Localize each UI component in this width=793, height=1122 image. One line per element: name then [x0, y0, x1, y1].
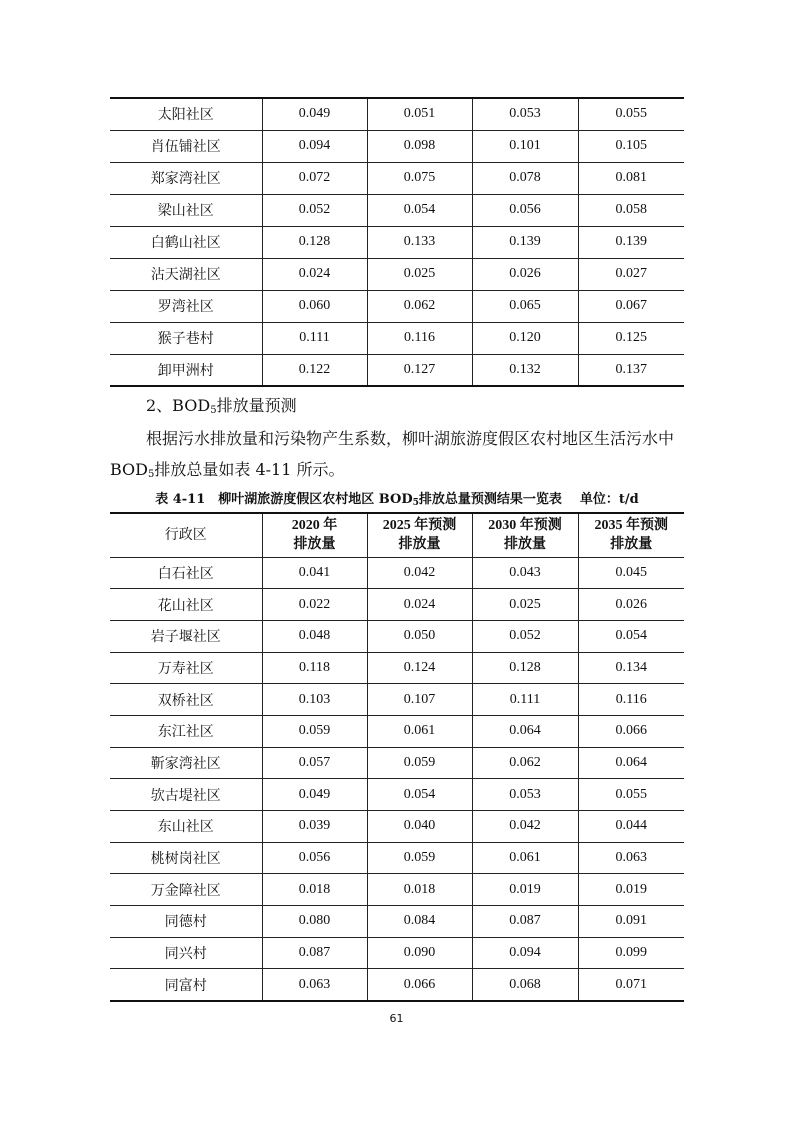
cell-value-2025: 0.066 — [367, 969, 472, 1001]
table-row — [110, 715, 684, 747]
cell-value-2035: 0.134 — [578, 652, 684, 684]
cell-value-2035: 0.055 — [578, 98, 684, 130]
table-row — [110, 130, 684, 162]
header-2020-line1: 2020 年 — [291, 518, 338, 534]
section-heading-suffix: 排放量预测 — [216, 396, 297, 415]
cell-value-2030: 0.087 — [472, 906, 578, 938]
cell-value-2020: 0.052 — [262, 194, 367, 226]
paragraph-text-part1: 根据污水排放量和污染物产生系数，柳叶湖旅游度假区农村地区生活污水中BOD — [110, 429, 675, 479]
header-district-label: 行政区 — [164, 527, 207, 543]
cell-district: 白鹤山社区 — [110, 226, 262, 258]
cell-district: 同富村 — [110, 969, 262, 1001]
cell-value-2025: 0.059 — [367, 842, 472, 874]
cell-district: 双桥社区 — [110, 684, 262, 716]
cell-value-2025: 0.124 — [367, 652, 472, 684]
header-2035-line1: 2035 年预测 — [594, 518, 668, 534]
cell-district: 肖伍铺社区 — [110, 130, 262, 162]
cell-value-2020: 0.094 — [262, 130, 367, 162]
cell-value-2035: 0.063 — [578, 842, 684, 874]
header-2035 — [578, 513, 684, 557]
paragraph-subscript: 5 — [148, 469, 155, 480]
table-row — [110, 98, 684, 130]
cell-district: 太阳社区 — [110, 98, 262, 130]
cell-value-2020: 0.024 — [262, 258, 367, 290]
cell-value-2030: 0.094 — [472, 937, 578, 969]
cell-district: 同兴村 — [110, 937, 262, 969]
cell-value-2030: 0.026 — [472, 258, 578, 290]
continued-emissions-table — [110, 97, 684, 387]
cell-value-2035: 0.054 — [578, 620, 684, 652]
table-row — [110, 684, 684, 716]
cell-value-2025: 0.075 — [367, 162, 472, 194]
cell-value-2035: 0.099 — [578, 937, 684, 969]
table-row — [110, 290, 684, 322]
page-number: 61 — [389, 1012, 404, 1025]
table-row — [110, 194, 684, 226]
table-row — [110, 747, 684, 779]
caption-unit: 单位：t/d — [579, 492, 639, 507]
cell-district: 东山社区 — [110, 811, 262, 843]
cell-district: 欤古堤社区 — [110, 779, 262, 811]
table-row — [110, 620, 684, 652]
table-row — [110, 969, 684, 1001]
cell-value-2020: 0.048 — [262, 620, 367, 652]
cell-value-2030: 0.019 — [472, 874, 578, 906]
section-heading — [146, 393, 297, 416]
cell-value-2035: 0.027 — [578, 258, 684, 290]
cell-value-2025: 0.040 — [367, 811, 472, 843]
cell-value-2025: 0.025 — [367, 258, 472, 290]
cell-value-2035: 0.137 — [578, 354, 684, 386]
cell-value-2025: 0.061 — [367, 715, 472, 747]
bod5-emissions-table — [110, 512, 684, 1002]
cell-value-2030: 0.061 — [472, 842, 578, 874]
cell-value-2030: 0.025 — [472, 589, 578, 621]
cell-value-2020: 0.022 — [262, 589, 367, 621]
cell-value-2025: 0.051 — [367, 98, 472, 130]
cell-value-2020: 0.049 — [262, 98, 367, 130]
caption-text-part1: 表 4-11 柳叶湖旅游度假区农村地区 BOD — [155, 492, 413, 507]
table-row — [110, 779, 684, 811]
cell-value-2020: 0.103 — [262, 684, 367, 716]
cell-value-2025: 0.050 — [367, 620, 472, 652]
cell-value-2020: 0.039 — [262, 811, 367, 843]
bod5-table-body — [110, 557, 684, 1001]
cell-district: 梁山社区 — [110, 194, 262, 226]
cell-value-2025: 0.062 — [367, 290, 472, 322]
cell-value-2030: 0.056 — [472, 194, 578, 226]
table-row — [110, 874, 684, 906]
header-2025-line2: 排放量 — [398, 537, 441, 553]
table-row — [110, 557, 684, 589]
cell-value-2035: 0.044 — [578, 811, 684, 843]
cell-value-2020: 0.122 — [262, 354, 367, 386]
cell-value-2030: 0.043 — [472, 557, 578, 589]
cell-value-2020: 0.041 — [262, 557, 367, 589]
cell-value-2025: 0.054 — [367, 779, 472, 811]
table-row — [110, 652, 684, 684]
cell-value-2020: 0.072 — [262, 162, 367, 194]
cell-value-2020: 0.018 — [262, 874, 367, 906]
cell-value-2020: 0.059 — [262, 715, 367, 747]
section-heading-subscript: 5 — [210, 405, 217, 416]
cell-district: 桃树岗社区 — [110, 842, 262, 874]
cell-district: 花山社区 — [110, 589, 262, 621]
header-2030-line2: 排放量 — [504, 537, 546, 553]
table-row — [110, 906, 684, 938]
cell-value-2035: 0.105 — [578, 130, 684, 162]
table-row — [110, 162, 684, 194]
table-caption — [110, 488, 684, 508]
caption-subscript: 5 — [412, 498, 419, 508]
header-2025-line1: 2025 年预测 — [382, 518, 457, 534]
cell-value-2030: 0.065 — [472, 290, 578, 322]
continued-table-body — [110, 98, 684, 386]
cell-value-2020: 0.057 — [262, 747, 367, 779]
cell-value-2030: 0.128 — [472, 652, 578, 684]
cell-value-2035: 0.116 — [578, 684, 684, 716]
cell-district: 岩子堰社区 — [110, 620, 262, 652]
cell-value-2020: 0.111 — [262, 322, 367, 354]
cell-district: 东江社区 — [110, 715, 262, 747]
cell-district: 罗湾社区 — [110, 290, 262, 322]
header-2025 — [367, 513, 472, 557]
cell-value-2020: 0.060 — [262, 290, 367, 322]
cell-value-2035: 0.026 — [578, 589, 684, 621]
header-2030-line1: 2030 年预测 — [488, 518, 562, 534]
cell-value-2030: 0.052 — [472, 620, 578, 652]
cell-value-2020: 0.080 — [262, 906, 367, 938]
table-header-row — [110, 513, 684, 557]
table-row — [110, 258, 684, 290]
cell-value-2030: 0.120 — [472, 322, 578, 354]
table-row — [110, 937, 684, 969]
cell-value-2020: 0.118 — [262, 652, 367, 684]
cell-value-2035: 0.125 — [578, 322, 684, 354]
cell-value-2020: 0.087 — [262, 937, 367, 969]
header-2020-line2: 排放量 — [293, 537, 336, 553]
table-row — [110, 322, 684, 354]
cell-value-2035: 0.066 — [578, 715, 684, 747]
cell-value-2035: 0.019 — [578, 874, 684, 906]
cell-value-2030: 0.132 — [472, 354, 578, 386]
cell-value-2035: 0.055 — [578, 779, 684, 811]
cell-value-2025: 0.127 — [367, 354, 472, 386]
cell-district: 万寿社区 — [110, 652, 262, 684]
cell-value-2025: 0.059 — [367, 747, 472, 779]
cell-value-2025: 0.042 — [367, 557, 472, 589]
header-district — [110, 513, 262, 557]
cell-value-2035: 0.064 — [578, 747, 684, 779]
cell-value-2025: 0.084 — [367, 906, 472, 938]
cell-value-2020: 0.049 — [262, 779, 367, 811]
cell-district: 卸甲洲村 — [110, 354, 262, 386]
cell-district: 同德村 — [110, 906, 262, 938]
cell-value-2030: 0.111 — [472, 684, 578, 716]
cell-value-2035: 0.091 — [578, 906, 684, 938]
cell-value-2035: 0.045 — [578, 557, 684, 589]
cell-value-2020: 0.063 — [262, 969, 367, 1001]
table-row — [110, 811, 684, 843]
cell-value-2035: 0.139 — [578, 226, 684, 258]
cell-district: 郑家湾社区 — [110, 162, 262, 194]
header-2020 — [262, 513, 367, 557]
cell-value-2035: 0.071 — [578, 969, 684, 1001]
cell-district: 靳家湾社区 — [110, 747, 262, 779]
table-row — [110, 354, 684, 386]
cell-value-2025: 0.054 — [367, 194, 472, 226]
section-heading-prefix: 2、BOD — [146, 396, 211, 415]
cell-value-2030: 0.139 — [472, 226, 578, 258]
table-row — [110, 226, 684, 258]
table-row — [110, 589, 684, 621]
header-2030 — [472, 513, 578, 557]
cell-value-2035: 0.058 — [578, 194, 684, 226]
cell-value-2025: 0.133 — [367, 226, 472, 258]
cell-value-2035: 0.081 — [578, 162, 684, 194]
header-2035-line2: 排放量 — [610, 537, 653, 553]
cell-value-2035: 0.067 — [578, 290, 684, 322]
caption-text-part2: 排放总量预测结果一览表 — [418, 492, 562, 507]
cell-district: 白石社区 — [110, 557, 262, 589]
cell-value-2030: 0.053 — [472, 98, 578, 130]
cell-value-2030: 0.062 — [472, 747, 578, 779]
cell-value-2030: 0.101 — [472, 130, 578, 162]
cell-value-2025: 0.116 — [367, 322, 472, 354]
cell-district: 猴子巷村 — [110, 322, 262, 354]
section-paragraph — [110, 423, 690, 490]
cell-value-2030: 0.064 — [472, 715, 578, 747]
cell-district: 万金障社区 — [110, 874, 262, 906]
cell-value-2025: 0.024 — [367, 589, 472, 621]
cell-value-2025: 0.107 — [367, 684, 472, 716]
table-row — [110, 842, 684, 874]
cell-value-2030: 0.078 — [472, 162, 578, 194]
cell-value-2025: 0.018 — [367, 874, 472, 906]
cell-district: 沾天湖社区 — [110, 258, 262, 290]
cell-value-2030: 0.068 — [472, 969, 578, 1001]
cell-value-2030: 0.053 — [472, 779, 578, 811]
cell-value-2020: 0.128 — [262, 226, 367, 258]
cell-value-2030: 0.042 — [472, 811, 578, 843]
paragraph-text-part2: 排放总量如表 4-11 所示。 — [154, 460, 345, 479]
cell-value-2025: 0.098 — [367, 130, 472, 162]
cell-value-2020: 0.056 — [262, 842, 367, 874]
cell-value-2025: 0.090 — [367, 937, 472, 969]
